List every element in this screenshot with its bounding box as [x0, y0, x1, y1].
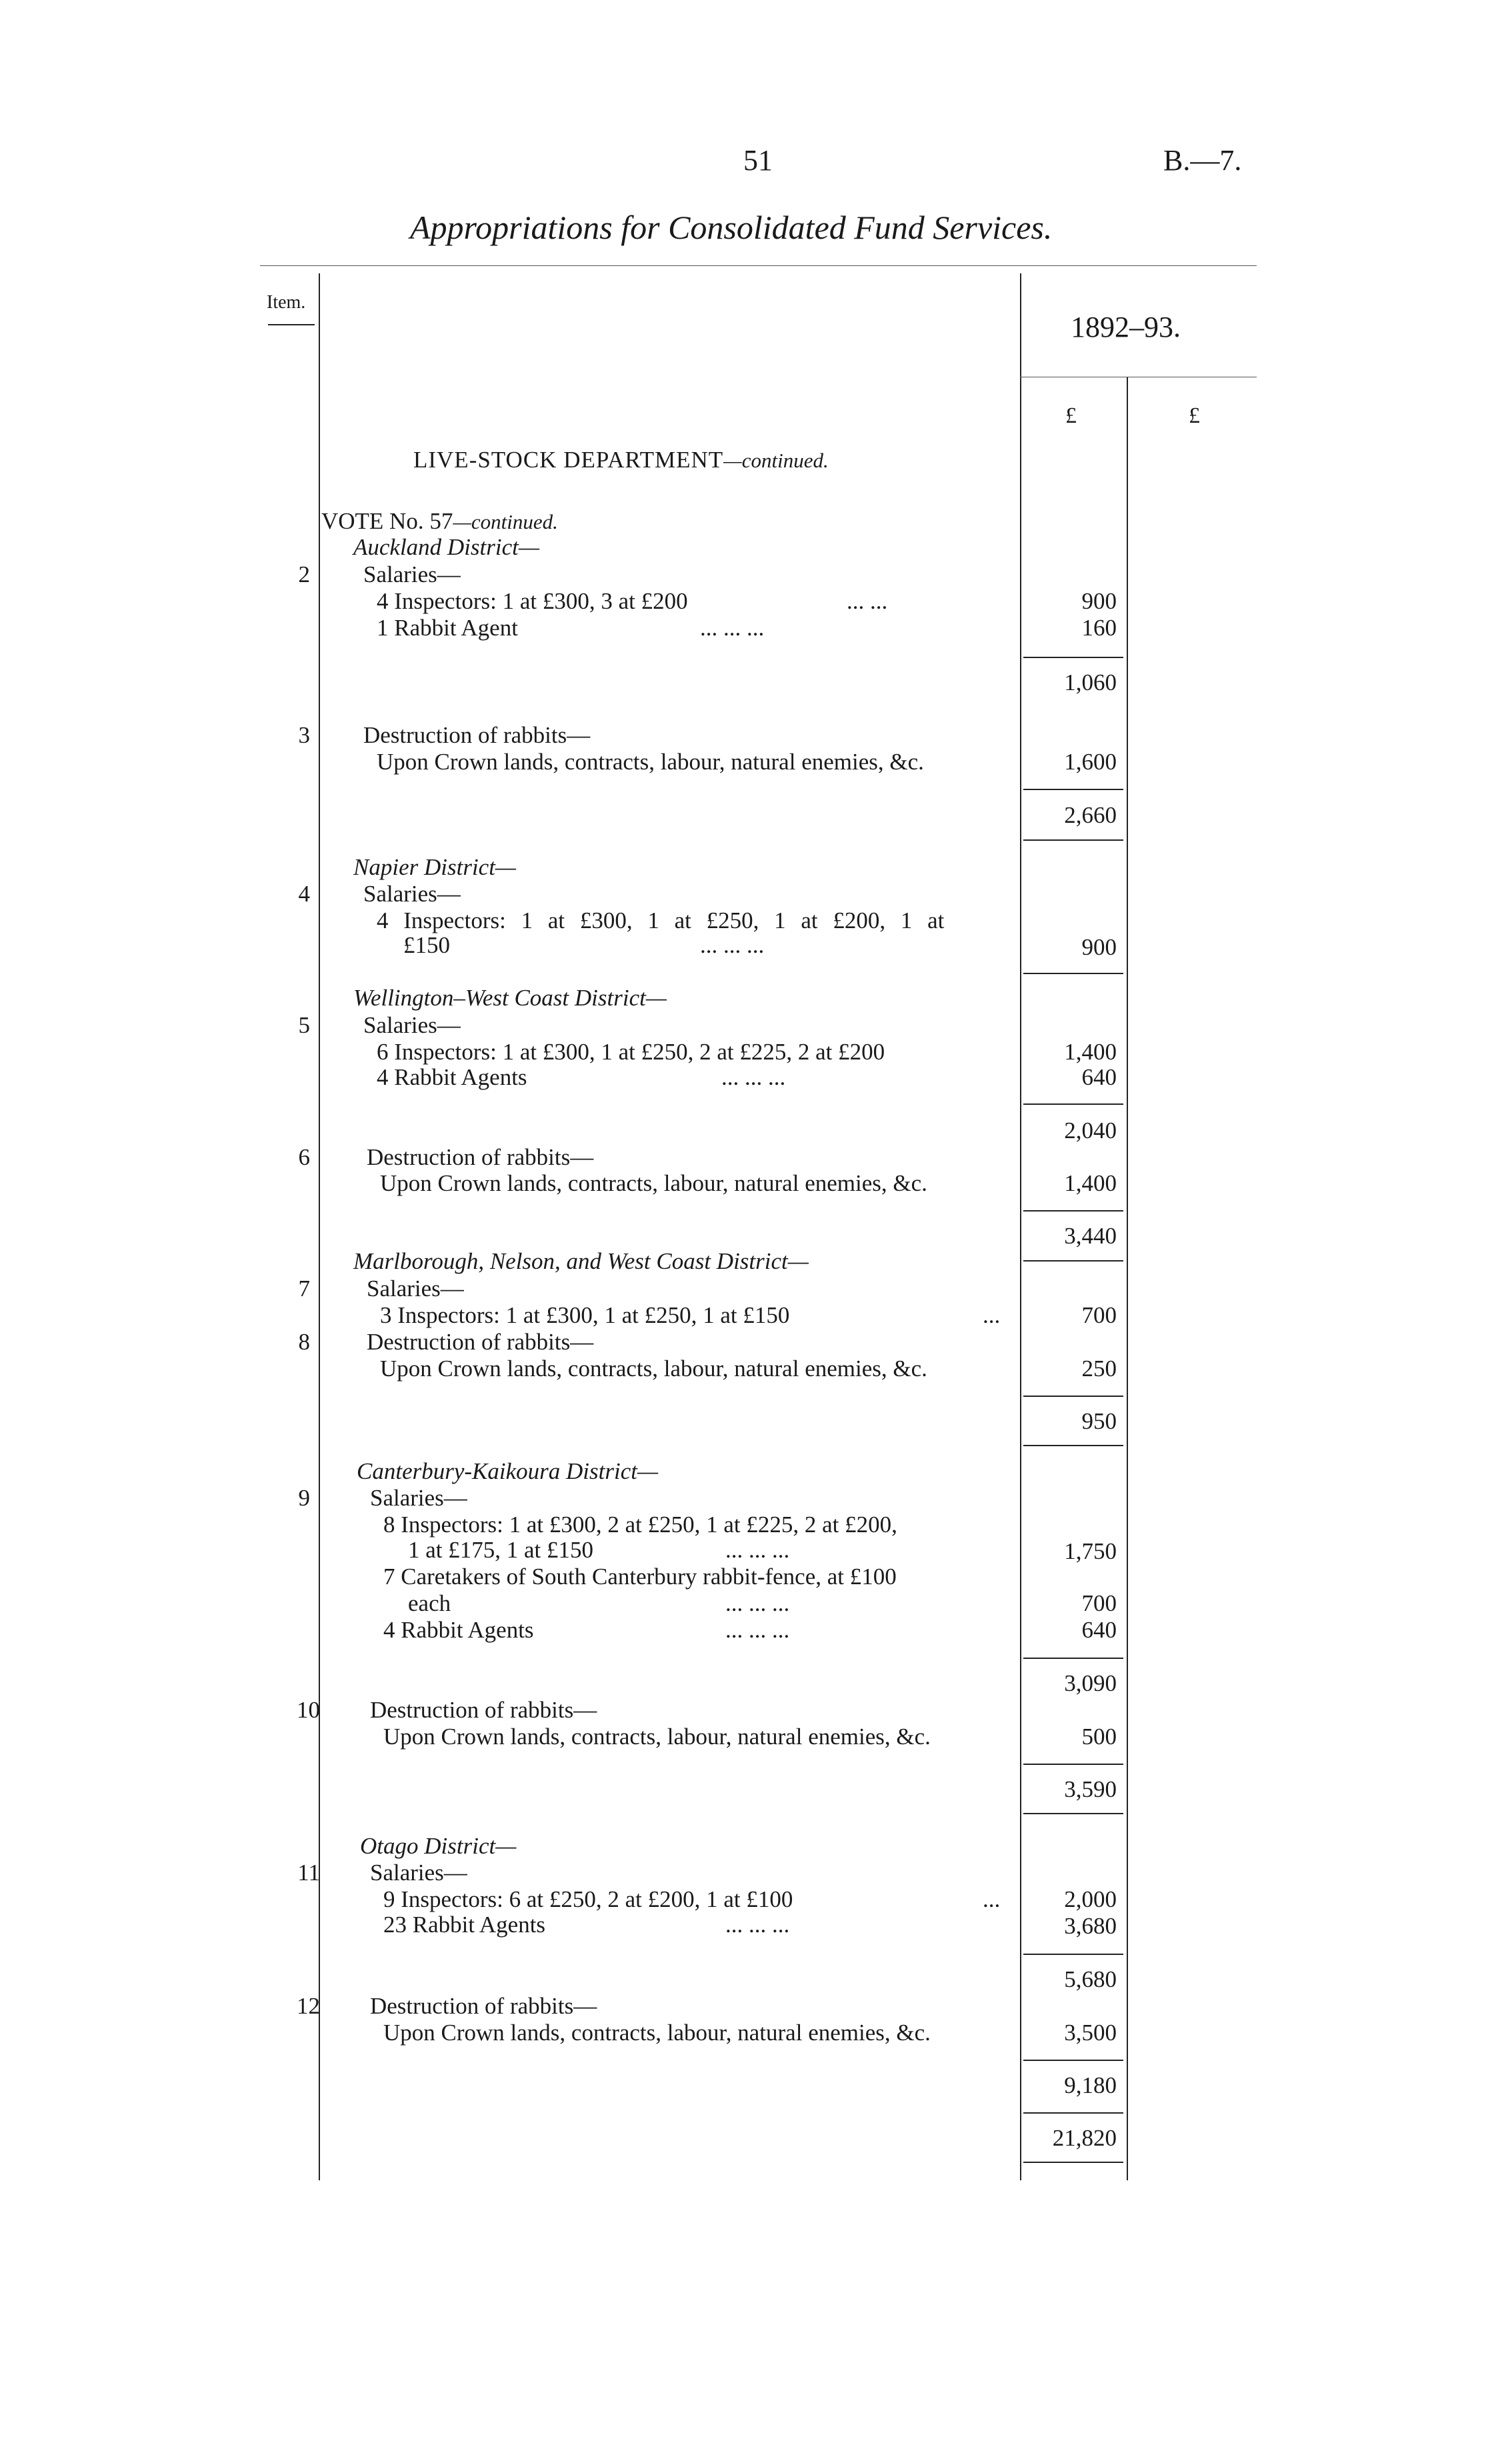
marlborough-destruction-label: Destruction of rabbits— — [367, 1329, 594, 1355]
canterbury-rabbit-agents-value: 640 — [1081, 1617, 1117, 1643]
wellington-inspectors-value: 1,400 — [1064, 1039, 1117, 1065]
otago-total-rule — [1023, 2060, 1123, 2061]
year-column-header: 1892–93. — [1071, 311, 1181, 343]
otago-rabbit-agents-value: 3,680 — [1064, 1913, 1117, 1939]
canterbury-rabbit-agents-line: 4 Rabbit Agents — [383, 1617, 534, 1643]
marlborough-destruction-value: 250 — [1081, 1356, 1117, 1382]
auckland-rabbit-agent-line: 1 Rabbit Agent — [377, 615, 518, 641]
auckland-destruction-label: Destruction of rabbits— — [363, 722, 591, 748]
grand-total: 21,820 — [1052, 2125, 1117, 2151]
auckland-salaries-label: Salaries— — [363, 561, 461, 587]
auckland-total-rule — [1023, 789, 1123, 790]
canterbury-inspectors-dots: ... ... ... — [725, 1537, 790, 1563]
napier-heading: Napier District— — [353, 854, 517, 880]
auckland-rabbit-agent-dots: ... ... ... — [700, 615, 765, 641]
canterbury-destruction-value: 500 — [1081, 1724, 1117, 1750]
department-suffix: —continued. — [723, 449, 829, 472]
wellington-destruction-value: 1,400 — [1064, 1170, 1117, 1196]
napier-inspectors-dots: ... ... ... — [700, 932, 765, 958]
canterbury-salaries-subtotal: 3,090 — [1064, 1670, 1117, 1696]
marlborough-total-underline — [1023, 1445, 1123, 1446]
item-column-header: Item. — [267, 292, 306, 313]
department-name: LIVE-STOCK DEPARTMENT — [413, 447, 724, 473]
otago-inspectors-value: 2,000 — [1064, 1886, 1117, 1912]
item-number-7: 7 — [298, 1276, 310, 1302]
canterbury-inspectors-line: 8 Inspectors: 1 at £300, 2 at £250, 1 at £225, 2 at £200, — [383, 1512, 897, 1538]
currency-symbol-col1: £ — [1065, 403, 1077, 428]
canterbury-caretakers-line: 7 Caretakers of South Canterbury rabbit-fence, at £100 — [383, 1564, 897, 1590]
wellington-destruction-label: Destruction of rabbits— — [367, 1144, 594, 1170]
canterbury-subtotal-rule — [1023, 1658, 1123, 1659]
canterbury-heading: Canterbury-Kaikoura District— — [357, 1458, 659, 1484]
canterbury-inspectors-value: 1,750 — [1064, 1538, 1117, 1564]
canterbury-caretakers-value: 700 — [1081, 1590, 1117, 1616]
currency-symbol-col2: £ — [1189, 403, 1200, 428]
auckland-destruction-detail: Upon Crown lands, contracts, labour, natural enemies, &c. — [377, 749, 924, 775]
department-heading — [413, 447, 829, 474]
marlborough-heading: Marlborough, Nelson, and West Coast District— — [353, 1248, 809, 1274]
item-number-4: 4 — [298, 881, 310, 907]
otago-salaries-subtotal: 5,680 — [1064, 1966, 1117, 1992]
canterbury-total-rule — [1023, 1764, 1123, 1765]
napier-inspectors-line-cont: £150 — [403, 932, 450, 958]
canterbury-inspectors-line-cont: 1 at £175, 1 at £150 — [408, 1537, 594, 1563]
napier-inspectors-value: 900 — [1081, 934, 1117, 960]
otago-inspectors-line: 9 Inspectors: 6 at £250, 2 at £200, 1 at £100 — [383, 1886, 793, 1912]
otago-heading: Otago District— — [360, 1833, 517, 1859]
otago-destruction-detail: Upon Crown lands, contracts, labour, natural enemies, &c. — [383, 2020, 931, 2046]
item-number-6: 6 — [298, 1144, 310, 1170]
page-number: 51 — [743, 144, 773, 177]
amount-column-left-rule — [1020, 273, 1021, 2180]
otago-inspectors-dots: ... — [983, 1886, 1001, 1912]
wellington-heading: Wellington–West Coast District— — [353, 985, 667, 1011]
wellington-rabbit-agents-line: 4 Rabbit Agents — [377, 1064, 527, 1090]
item-column-divider — [319, 273, 320, 2180]
item-number-3: 3 — [298, 722, 310, 748]
page-title: Appropriations for Consolidated Fund Services. — [410, 209, 1053, 246]
wellington-total: 3,440 — [1064, 1223, 1117, 1249]
amount-column-middle-rule — [1127, 377, 1128, 2180]
canterbury-caretakers-line-cont: each — [408, 1590, 451, 1616]
otago-destruction-value: 3,500 — [1064, 2020, 1117, 2046]
otago-destruction-label: Destruction of rabbits— — [370, 1993, 597, 2019]
canterbury-salaries-label: Salaries— — [370, 1485, 467, 1511]
vote-heading — [321, 508, 558, 535]
napier-total-rule — [1023, 973, 1123, 974]
grand-total-rule — [1023, 2112, 1123, 2114]
item-number-8: 8 — [298, 1329, 310, 1355]
otago-total: 9,180 — [1064, 2072, 1117, 2098]
item-number-2: 2 — [298, 561, 310, 587]
wellington-total-underline — [1023, 1260, 1123, 1262]
marlborough-salaries-label: Salaries— — [367, 1276, 464, 1302]
wellington-destruction-detail: Upon Crown lands, contracts, labour, natural enemies, &c. — [380, 1170, 927, 1196]
otago-subtotal-rule — [1023, 1954, 1123, 1955]
marlborough-destruction-detail: Upon Crown lands, contracts, labour, natural enemies, &c. — [380, 1356, 927, 1382]
item-number-12: 12 — [297, 1993, 320, 2019]
otago-rabbit-agents-dots: ... ... ... — [725, 1912, 790, 1938]
marlborough-inspectors-value: 700 — [1081, 1302, 1117, 1328]
marlborough-total: 950 — [1081, 1408, 1117, 1434]
marlborough-inspectors-dots: ... — [983, 1302, 1001, 1328]
auckland-total-underline — [1023, 839, 1123, 841]
canterbury-destruction-detail: Upon Crown lands, contracts, labour, natural enemies, &c. — [383, 1724, 931, 1750]
auckland-subtotal-rule — [1023, 657, 1123, 658]
wellington-rabbit-agents-value: 640 — [1081, 1064, 1117, 1090]
otago-rabbit-agents-line: 23 Rabbit Agents — [383, 1912, 546, 1938]
auckland-destruction-value: 1,600 — [1064, 749, 1117, 775]
canterbury-total-underline — [1023, 1813, 1123, 1814]
wellington-rabbit-agents-dots: ... ... ... — [721, 1064, 786, 1090]
item-header-underline — [268, 324, 315, 325]
canterbury-rabbit-agents-dots: ... ... ... — [725, 1617, 790, 1643]
document-reference: B.—7. — [1163, 144, 1242, 177]
wellington-subtotal-rule — [1023, 1103, 1123, 1105]
header-top-rule — [260, 265, 1257, 266]
wellington-total-rule — [1023, 1210, 1123, 1211]
auckland-inspectors-dots: ... ... — [847, 588, 888, 614]
vote-suffix: —continued. — [453, 510, 558, 533]
grand-total-underline — [1023, 2162, 1123, 2163]
auckland-inspectors-line: 4 Inspectors: 1 at £300, 3 at £200 — [377, 588, 688, 614]
auckland-salaries-subtotal: 1,060 — [1064, 669, 1117, 695]
item-number-10: 10 — [297, 1697, 320, 1723]
item-number-11: 11 — [297, 1860, 320, 1886]
canterbury-total: 3,590 — [1064, 1776, 1117, 1802]
napier-inspectors-line: 4 Inspectors: 1 at £300, 1 at £250, 1 at £200, 1 at — [377, 907, 945, 933]
auckland-total: 2,660 — [1064, 802, 1117, 828]
marlborough-inspectors-line: 3 Inspectors: 1 at £300, 1 at £250, 1 at £150 — [380, 1302, 790, 1328]
auckland-rabbit-agent-value: 160 — [1081, 615, 1117, 641]
otago-salaries-label: Salaries— — [370, 1860, 467, 1886]
canterbury-caretakers-dots: ... ... ... — [725, 1590, 790, 1616]
wellington-salaries-label: Salaries— — [363, 1012, 461, 1038]
napier-salaries-label: Salaries— — [363, 881, 461, 907]
canterbury-destruction-label: Destruction of rabbits— — [370, 1697, 597, 1723]
auckland-inspectors-value: 900 — [1081, 588, 1117, 614]
auckland-heading: Auckland District— — [353, 534, 539, 560]
wellington-salaries-subtotal: 2,040 — [1064, 1117, 1117, 1143]
wellington-inspectors-line: 6 Inspectors: 1 at £300, 1 at £250, 2 at £225, 2 at £200 — [377, 1039, 885, 1065]
marlborough-total-rule — [1023, 1396, 1123, 1397]
vote-number: VOTE No. 57 — [321, 508, 453, 534]
item-number-5: 5 — [298, 1012, 310, 1038]
item-number-9: 9 — [298, 1485, 310, 1511]
